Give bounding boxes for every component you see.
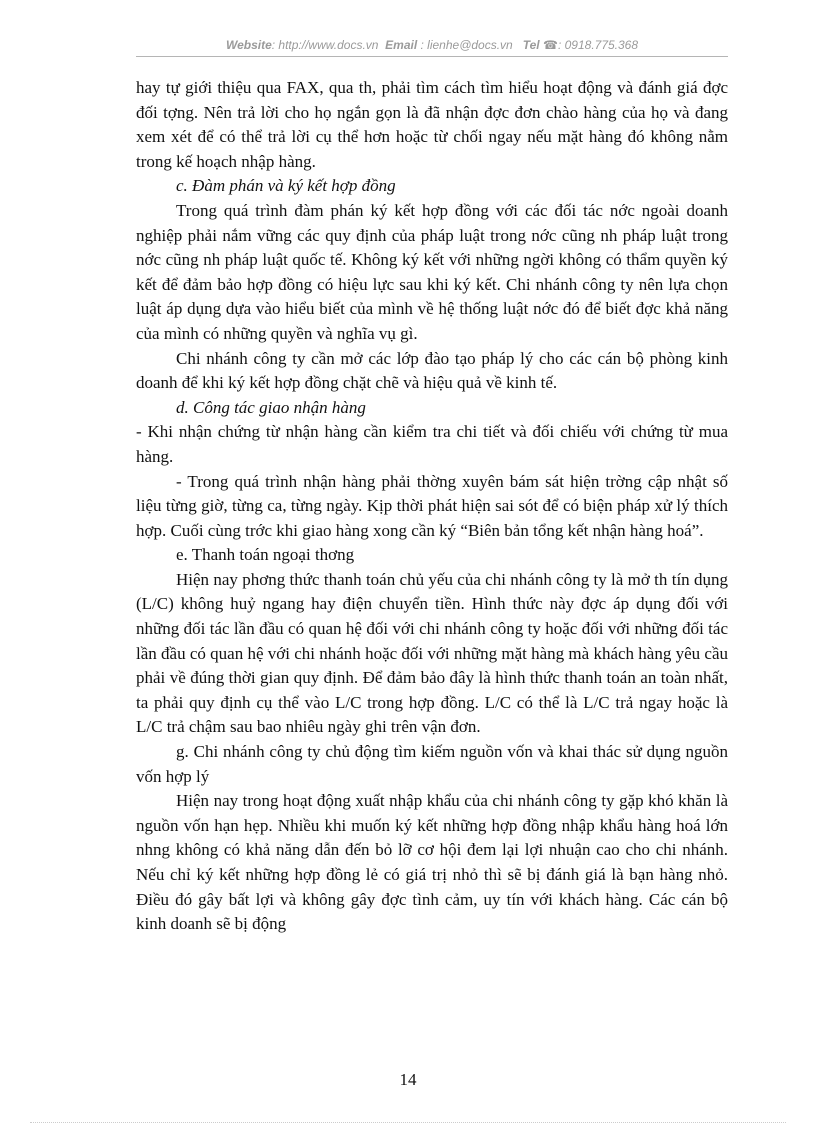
paragraph: Trong quá trình đàm phán ký kết hợp đồng với các đối tác nớc ngoài doanh nghiệp phải nắm vững các quy định của pháp luật trong nớc cũng nh pháp luật trong nớc cũng nh pháp luật quốc tế. Không ký kết với những ngời không có thẩm quyền ký kết để đảm bảo hợp đồng có hiệu lực sau khi ký kết. Chi nhánh công ty nên lựa chọn luật áp dụng dựa vào hiểu biết của mình về hệ thống luật nớc đó để biết đợc khả năng của mình có những quyền và nghĩa vụ gì. (136, 200, 728, 343)
phone-icon: ☎ (543, 38, 558, 52)
website-label: Website (225, 38, 272, 52)
paragraph: hay tự giới thiệu qua FAX, qua th, phải tìm cách tìm hiểu hoạt động và đánh giá đợc đối tợng. Nên trả lời cho họ ngắn gọn là đã nhận đợc đơn chào hàng của họ và đang xem xét để có thể trả lời cụ thể hơn hoặc từ chối ngay nếu mặt hàng đó không nằm trong kế hoạch nhập hàng. (136, 78, 728, 171)
tel-label: Tel (522, 38, 540, 52)
paragraph: Hiện nay trong hoạt động xuất nhập khẩu của chi nhánh công ty gặp khó khăn là nguồn vốn hạn hẹp. Nhiều khi muốn ký kết những hợp đồng nhập khẩu hàng hoá lớn nhng không có khả năng dẫn đến bỏ lỡ cơ hội đem lại lợi nhuận cao cho chi nhánh. Nếu chỉ ký kết những hợp đồng lẻ có giá trị nhỏ thì sẽ bị đánh giá là bạn hàng nhỏ. Điều đó gây bất lợi và không gây đợc tình cảm, uy tín với khách hàng. Các cán bộ kinh doanh sẽ bị động (136, 791, 728, 934)
paragraph: - Trong quá trình nhận hàng phải thờng xuyên bám sát hiện trờng cập nhật số liệu từng giờ, từng ca, từng ngày. Kịp thời phát hiện sai sót để có biện pháp xử lý thích hợp. Cuối cùng trớc khi giao hàng xong cần ký “Biên bản tổng kết nhận hàng hoá”. (136, 471, 728, 540)
document-body (136, 76, 728, 937)
section-heading: e. Thanh toán ngoại thơng (176, 545, 355, 565)
paragraph: Hiện nay phơng thức thanh toán chủ yếu của chi nhánh công ty là mở th tín dụng (L/C) không huỷ ngang hay điện chuyển tiền. Hình thức này đợc áp dụng đối với những đối tác lần đầu có quan hệ đối với chi nhánh công ty hoặc đối với những đối tác lần đầu có quan hệ với chi nhánh hoặc đối với những mặt hàng mà khách hàng yêu cầu phải về đúng thời gian quy định. Để đảm bảo đây là hình thức thanh toán an toàn nhất, ta phải quy định cụ thể vào L/C trong hợp đồng. L/C có thể là L/C trả ngay hoặc là L/C trả chậm sau bao nhiêu ngày ghi trên vận đơn. (136, 569, 728, 737)
page-number: 14 (399, 1070, 417, 1089)
email-label: Email (385, 38, 418, 52)
section-heading: g. Chi nhánh công ty chủ động tìm kiếm nguồn vốn và khai thác sử dụng nguồn vốn hợp lý (136, 742, 728, 786)
section-heading: c. Đàm phán và ký kết hợp đồng (176, 176, 396, 196)
tel-value: : 0918.775.368 (557, 38, 639, 52)
page-header (136, 38, 728, 52)
paragraph: - Khi nhận chứng từ nhận hàng cần kiểm tra chi tiết và đối chiếu với chứng từ mua hàng. (136, 422, 728, 466)
header-divider (136, 56, 728, 57)
email-value: : lienhe@docs.vn (420, 38, 513, 52)
website-value: : http://www.docs.vn (271, 38, 379, 52)
section-heading: d. Công tác giao nhận hàng (176, 397, 366, 417)
paragraph: Chi nhánh công ty cần mở các lớp đào tạo pháp lý cho các cán bộ phòng kinh doanh để khi ký kết hợp đồng chặt chẽ và hiệu quả về kinh tế. (136, 348, 728, 393)
